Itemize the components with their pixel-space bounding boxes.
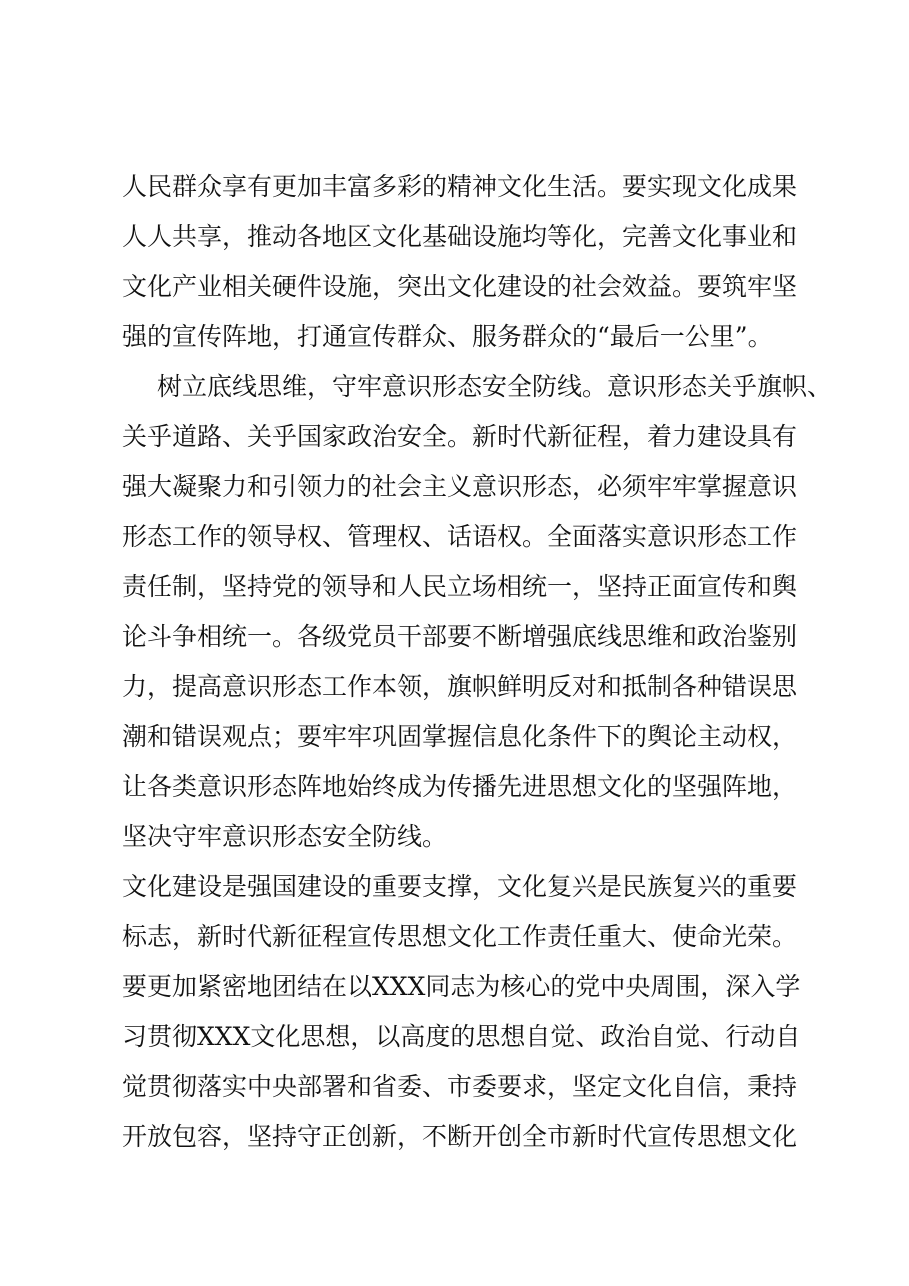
text-line: 力，提高意识形态工作本领，旗帜鲜明反对和抵制各种错误思: [122, 672, 798, 701]
text-line: 文化建设是强国建设的重要支撑，文化复兴是民族复兴的重要: [122, 872, 798, 901]
text-line: 关乎道路、关乎国家政治安全。新时代新征程，着力建设具有: [122, 422, 798, 451]
text-line: 坚决守牢意识形态安全防线。: [122, 822, 448, 851]
text-line: 人人共享，推动各地区文化基础设施均等化，完善文化事业和: [122, 222, 798, 251]
text-line: 要更加紧密地团结在以XXX同志为核心的党中央周围，深入学: [122, 972, 801, 1001]
text-line: 形态工作的领导权、管理权、话语权。全面落实意识形态工作: [122, 522, 798, 551]
text-line: 强的宣传阵地，打通宣传群众、服务群众的“最后一公里”。: [122, 322, 773, 351]
text-line: 强大凝聚力和引领力的社会主义意识形态，必须牢牢掌握意识: [122, 472, 798, 501]
text-line: 标志，新时代新征程宣传思想文化工作责任重大、使命光荣。: [122, 922, 798, 951]
text-line: 树立底线思维，守牢意识形态安全防线。意识形态关乎旗帜、: [157, 372, 833, 401]
text-line: 论斗争相统一。各级党员干部要不断增强底线思维和政治鉴别: [122, 622, 798, 651]
text-line: 文化产业相关硬件设施，突出文化建设的社会效益。要筑牢坚: [122, 272, 798, 301]
text-line: 习贯彻XXX文化思想，以高度的思想自觉、政治自觉、行动自: [122, 1022, 801, 1051]
text-line: 潮和错误观点；要牢牢巩固掌握信息化条件下的舆论主动权，: [122, 722, 798, 751]
text-line: 让各类意识形态阵地始终成为传播先进思想文化的坚强阵地，: [122, 772, 798, 801]
text-line: 责任制，坚持党的领导和人民立场相统一，坚持正面宣传和舆: [122, 572, 798, 601]
text-line: 觉贯彻落实中央部署和省委、市委要求，坚定文化自信，秉持: [122, 1072, 798, 1101]
text-line: 人民群众享有更加丰富多彩的精神文化生活。要实现文化成果: [122, 172, 798, 201]
text-line: 开放包容，坚持守正创新，不断开创全市新时代宣传思想文化: [122, 1122, 798, 1151]
